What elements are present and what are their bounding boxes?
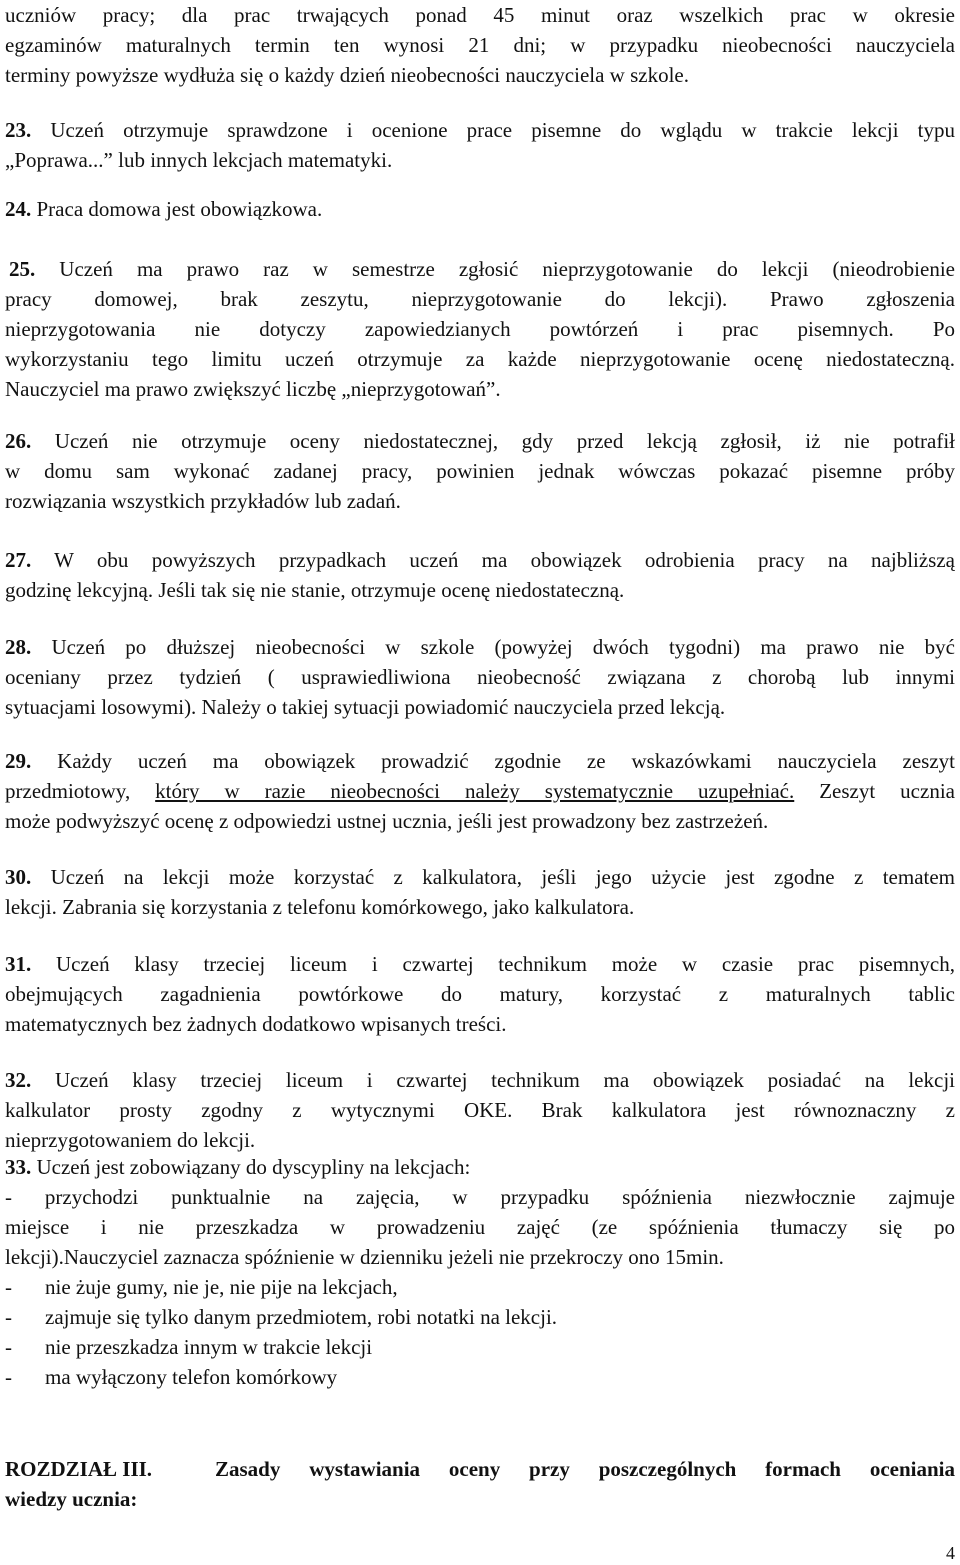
list-item-text: nie żuje gumy, nie je, nie pije na lekcjach,	[45, 1275, 398, 1299]
text-line	[5, 115, 955, 145]
text-span: Uczeń klasy trzeciej liceum i czwartej technikum może w czasie prac pisemnych,	[31, 952, 955, 976]
text-span: Uczeń ma prawo raz w semestrze zgłosić nieprzygotowanie do lekcji (nieodrobienie	[35, 257, 955, 281]
chapter-label: ROZDZIAŁ III.	[5, 1457, 153, 1481]
text-line: pracy domowej, brak zeszytu, nieprzygotowanie do lekcji). Prawo zgłoszenia	[5, 287, 955, 311]
paragraph-number: 26.	[5, 429, 32, 453]
text-line: kalkulator prosty zgodny z wytycznymi OKE. Brak kalkulatora jest równoznaczny z	[5, 1098, 955, 1122]
paragraph-31	[5, 949, 955, 1039]
paragraph-number: 27.	[5, 548, 32, 572]
paragraph-26	[5, 426, 955, 516]
list-item	[5, 1302, 955, 1332]
list-item	[5, 1332, 955, 1362]
list-dash: -	[5, 1365, 12, 1389]
text-span: Zeszyt ucznia	[794, 779, 955, 803]
text-line	[5, 862, 955, 892]
text-line	[5, 254, 955, 284]
text-line: - przychodzi punktualnie na zajęcia, w przypadku spóźnienia niezwłocznie zajmuje	[5, 1185, 955, 1209]
text-span: Uczeń na lekcji może korzystać z kalkulatora, jeśli jego użycie jest zgodne z tematem	[31, 865, 955, 889]
text-span: Uczeń nie otrzymuje oceny niedostatecznej, gdy przed lekcją zgłosił, iż nie potrafił	[31, 429, 955, 453]
paragraph-number: 31.	[5, 952, 32, 976]
text-span: W obu powyższych przypadkach uczeń ma obowiązek odrobienia pracy na najbliższą	[31, 548, 955, 572]
text-line	[5, 776, 955, 806]
paragraph-number: 23.	[5, 118, 32, 142]
underlined-text: który w razie nieobecności należy systematycznie uzupełniać.	[155, 779, 795, 803]
list-dash: -	[5, 1275, 12, 1299]
text-line: Nauczyciel ma prawo zwiększyć liczbę „nieprzygotowań”.	[5, 377, 501, 401]
paragraph-number: 29.	[5, 749, 32, 773]
list-item	[5, 1362, 955, 1392]
chapter-heading	[5, 1454, 955, 1514]
paragraph-25	[5, 254, 955, 404]
paragraph-33	[5, 1152, 955, 1392]
text-line: matematycznych bez żadnych dodatkowo wpisanych treści.	[5, 1012, 507, 1036]
text-line: miejsce i nie przeszkadza w prowadzeniu zajęć (ze spóźnienia tłumaczy się po	[5, 1215, 955, 1239]
paragraph-number: 33.	[5, 1155, 32, 1179]
text-line	[5, 1152, 955, 1182]
list-item-text: zajmuje się tylko danym przedmiotem, robi notatki na lekcji.	[45, 1305, 558, 1329]
text-line: wykorzystaniu tego limitu uczeń otrzymuje za każde nieprzygotowanie ocenę niedostateczną.	[5, 347, 955, 371]
text-line: godzinę lekcyjną. Jeśli tak się nie stanie, otrzymuje ocenę niedostateczną.	[5, 578, 625, 602]
paragraph-27	[5, 545, 955, 605]
paragraph-28	[5, 632, 955, 722]
text-line	[5, 426, 955, 456]
text-line: obejmujących zagadnienia powtórkowe do matury, korzystać z maturalnych tablic	[5, 982, 955, 1006]
list-item-text: ma wyłączony telefon komórkowy	[45, 1365, 338, 1389]
paragraph-32	[5, 1065, 955, 1155]
text-span: Uczeń klasy trzeciej liceum i czwartej technikum ma obowiązek posiadać na lekcji	[31, 1068, 955, 1092]
paragraph-number: 24.	[5, 197, 32, 221]
text-line: nieprzygotowania nie dotyczy zapowiedzianych powtórzeń i prac pisemnych. Po	[5, 317, 955, 341]
text-line	[5, 632, 955, 662]
paragraph-30	[5, 862, 955, 922]
list-item-text: nie przeszkadza innym w trakcie lekcji	[45, 1335, 373, 1359]
text-line	[5, 949, 955, 979]
list-item	[5, 1272, 955, 1302]
text-span: Uczeń jest zobowiązany do dyscypliny na lekcjach:	[31, 1155, 471, 1179]
text-line	[5, 194, 955, 224]
text-line	[5, 545, 955, 575]
text-line: rozwiązania wszystkich przykładów lub zadań.	[5, 489, 401, 513]
text-span: Każdy uczeń ma obowiązek prowadzić zgodnie ze wskazówkami nauczyciela zeszyt	[31, 749, 955, 773]
paragraph-number: 25.	[9, 257, 36, 281]
text-line: oceniany przez tydzień ( usprawiedliwiona nieobecność związana z chorobą lub innymi	[5, 665, 955, 689]
text-line: „Poprawa...” lub innych lekcjach matematyki.	[5, 148, 393, 172]
text-span: Praca domowa jest obowiązkowa.	[31, 197, 323, 221]
paragraph-number: 28.	[5, 635, 32, 659]
list-dash: -	[5, 1335, 12, 1359]
text-line: w domu sam wykonać zadanej pracy, powinien jednak wówczas pokazać pisemne próby	[5, 459, 955, 483]
chapter-title: Zasady wystawiania oceny przy poszczególnych formach oceniania	[215, 1457, 955, 1481]
page-number: 4	[946, 1543, 955, 1563]
text-span: Uczeń po dłuższej nieobecności w szkole (powyżej dwóch tygodni) ma prawo nie być	[31, 635, 955, 659]
text-line: uczniów pracy; dla prac trwających ponad 45 minut oraz wszelkich prac w okresie	[5, 3, 955, 27]
paragraph-23	[5, 115, 955, 175]
chapter-heading-row	[5, 1454, 955, 1484]
text-line: może podwyższyć ocenę z odpowiedzi ustnej ucznia, jeśli jest prowadzony bez zastrzeżeń.	[5, 809, 769, 833]
intro-paragraph	[5, 0, 955, 90]
text-line: egzaminów maturalnych termin ten wynosi 21 dni; w przypadku nieobecności nauczyciela	[5, 33, 955, 57]
text-line: terminy powyższe wydłuża się o każdy dzień nieobecności nauczyciela w szkole.	[5, 63, 689, 87]
paragraph-number: 32.	[5, 1068, 32, 1092]
text-line: nieprzygotowaniem do lekcji.	[5, 1128, 256, 1152]
text-line: sytuacjami losowymi). Należy o takiej sytuacji powiadomić nauczyciela przed lekcją.	[5, 695, 726, 719]
list-dash: -	[5, 1305, 12, 1329]
text-line	[5, 746, 955, 776]
paragraph-29	[5, 746, 955, 836]
text-span: Uczeń otrzymuje sprawdzone i ocenione prace pisemne do wglądu w trakcie lekcji typu	[31, 118, 955, 142]
paragraph-number: 30.	[5, 865, 32, 889]
text-line: lekcji. Zabrania się korzystania z telefonu komórkowego, jako kalkulatora.	[5, 895, 635, 919]
text-span: przedmiotowy,	[5, 779, 156, 803]
chapter-title-continuation: wiedzy ucznia:	[5, 1487, 138, 1511]
text-line: lekcji).Nauczyciel zaznacza spóźnienie w dzienniku jeżeli nie przekroczy ono 15min.	[5, 1245, 724, 1269]
text-line	[5, 1065, 955, 1095]
paragraph-24	[5, 194, 955, 224]
